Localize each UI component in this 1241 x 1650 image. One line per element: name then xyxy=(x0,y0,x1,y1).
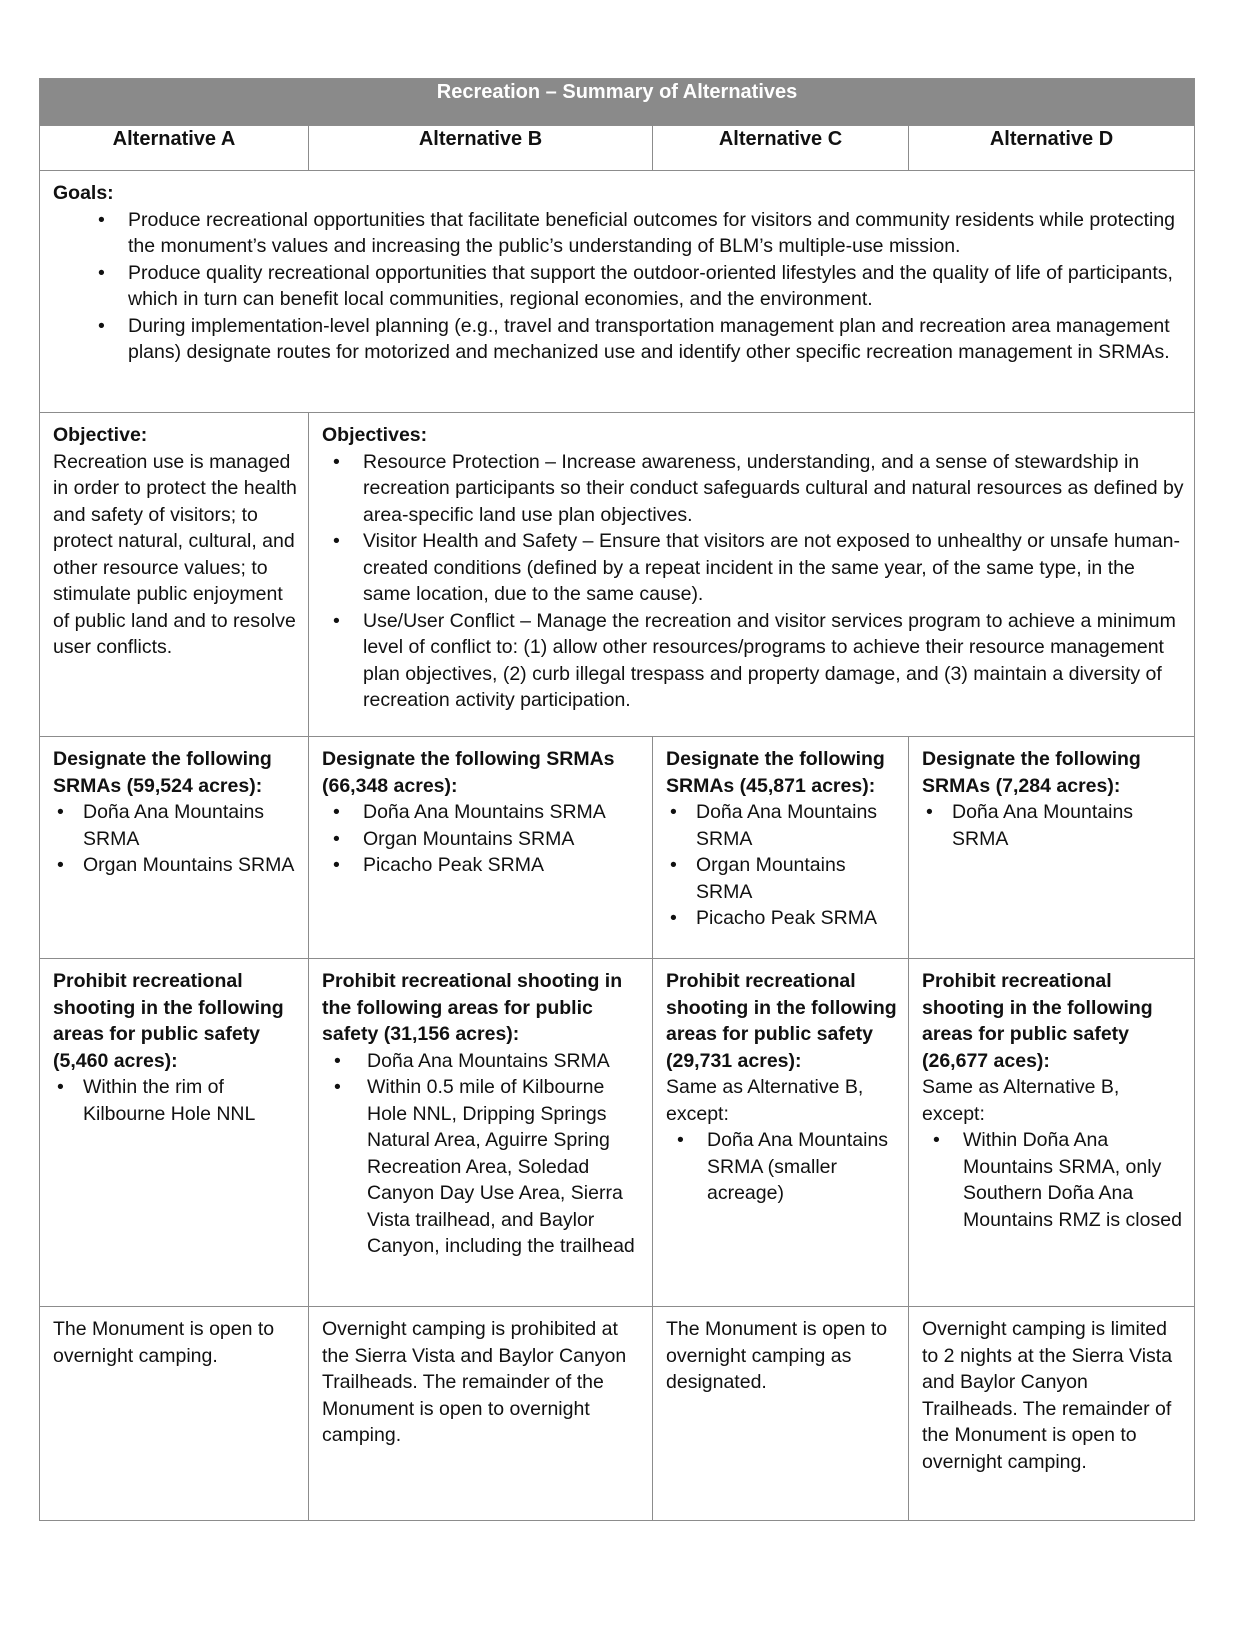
camping-b-cell: Overnight camping is prohibited at the Sierra Vista and Baylor Canyon Trailheads. The remainder of the Monument is open to overnight camping. xyxy=(309,1307,653,1521)
header-alternative-a: Alternative A xyxy=(40,126,309,171)
goals-label: Goals: xyxy=(53,182,114,204)
shooting-d-cell xyxy=(909,959,1195,1307)
objective-a-text: Recreation use is managed in order to protect the health and safety of visitors; to protect natural, cultural, and other resource values; to stimulate public enjoyment of public land and to resolve user conflicts. xyxy=(53,450,297,658)
shooting-a-cell xyxy=(40,959,309,1307)
table-title: Recreation – Summary of Alternatives xyxy=(40,79,1195,126)
shooting-b-cell xyxy=(309,959,653,1307)
list-item: • Picacho Peak SRMA xyxy=(363,852,642,879)
goals-cell xyxy=(40,171,1195,413)
srma-b-heading: Designate the following SRMAs (66,348 acres): xyxy=(322,748,615,797)
srma-a-cell xyxy=(40,737,309,959)
list-item: • Doña Ana Mountains SRMA xyxy=(952,799,1184,852)
shooting-b-heading: Prohibit recreational shooting in the following areas for public safety (31,156 acres): xyxy=(322,970,623,1045)
list-item: • Within the rim of Kilbourne Hole NNL xyxy=(83,1074,298,1127)
list-item: • Doña Ana Mountains SRMA (smaller acreage) xyxy=(707,1127,898,1207)
goal-item: • Produce quality recreational opportunities that support the outdoor-oriented lifestyles and the quality of life of participants, which in turn can benefit local communities, regional economies, and the environment. xyxy=(128,260,1184,313)
list-item: • Organ Mountains SRMA xyxy=(696,852,898,905)
list-item: • Organ Mountains SRMA xyxy=(363,826,642,853)
goal-item: • Produce recreational opportunities that facilitate beneficial outcomes for visitors and community residents while protecting the monument’s values and increasing the public’s understanding of BLM’s multiple-use mission. xyxy=(128,207,1184,260)
goals-list xyxy=(53,207,1184,366)
shooting-c-list xyxy=(666,1127,898,1207)
header-alternative-c: Alternative C xyxy=(653,126,909,171)
recreation-summary-table xyxy=(39,78,1195,1521)
srma-b-list xyxy=(322,799,642,879)
objectives-bcd-cell xyxy=(309,413,1195,737)
objective-item: • Visitor Health and Safety – Ensure that visitors are not exposed to unhealthy or unsafe human-created conditions (defined by a repeat incident in the same year, of the same type, in the same location, due to the same cause). xyxy=(363,528,1184,608)
objective-a-label: Objective: xyxy=(53,424,148,446)
shooting-d-heading: Prohibit recreational shooting in the following areas for public safety (26,677 aces): xyxy=(922,970,1153,1072)
objectives-list xyxy=(322,449,1184,714)
list-item: • Within 0.5 mile of Kilbourne Hole NNL, Dripping Springs Natural Area, Aguirre Spring Recreation Area, Soledad Canyon Day Use Area, Sierra Vista trailhead, and Baylor Canyon, including the trailhead xyxy=(367,1074,642,1260)
header-alternative-d: Alternative D xyxy=(909,126,1195,171)
srma-b-cell xyxy=(309,737,653,959)
list-item: • Doña Ana Mountains SRMA xyxy=(83,799,298,852)
objective-item: • Use/User Conflict – Manage the recreation and visitor services program to achieve a minimum level of conflict to: (1) allow other resources/programs to achieve their resource management plan objectives, (2) curb illegal trespass and property damage, and (3) maintain a diversity of recreation activity participation. xyxy=(363,608,1184,714)
srma-c-list xyxy=(666,799,898,932)
camping-d-cell: Overnight camping is limited to 2 nights at the Sierra Vista and Baylor Canyon Trailheads. The remainder of the Monument is open to overnight camping. xyxy=(909,1307,1195,1521)
header-alternative-b: Alternative B xyxy=(309,126,653,171)
list-item: • Organ Mountains SRMA xyxy=(83,852,298,879)
list-item: • Within Doña Ana Mountains SRMA, only Southern Doña Ana Mountains RMZ is closed xyxy=(963,1127,1184,1233)
list-item: • Doña Ana Mountains SRMA xyxy=(696,799,898,852)
objectives-bcd-label: Objectives: xyxy=(322,424,428,446)
goal-item: • During implementation-level planning (e.g., travel and transportation management plan and recreation area management plans) designate routes for motorized and mechanized use and identify other specific recreation management in SRMAs. xyxy=(128,313,1184,366)
srma-d-list xyxy=(922,799,1184,852)
camping-c-cell: The Monument is open to overnight camping as designated. xyxy=(653,1307,909,1521)
srma-d-cell xyxy=(909,737,1195,959)
shooting-c-cell xyxy=(653,959,909,1307)
shooting-b-list xyxy=(322,1048,642,1260)
srma-a-heading: Designate the following SRMAs (59,524 acres): xyxy=(53,748,272,797)
objective-a-cell xyxy=(40,413,309,737)
srma-c-heading: Designate the following SRMAs (45,871 acres): xyxy=(666,748,885,797)
camping-a-cell: The Monument is open to overnight camping. xyxy=(40,1307,309,1521)
shooting-a-list xyxy=(53,1074,298,1127)
shooting-a-heading: Prohibit recreational shooting in the following areas for public safety (5,460 acres): xyxy=(53,970,284,1072)
list-item: • Picacho Peak SRMA xyxy=(696,905,898,932)
list-item: • Doña Ana Mountains SRMA xyxy=(363,799,642,826)
list-item: • Doña Ana Mountains SRMA xyxy=(367,1048,642,1075)
shooting-c-heading: Prohibit recreational shooting in the following areas for public safety (29,731 acres): xyxy=(666,970,897,1072)
shooting-c-note: Same as Alternative B, except: xyxy=(666,1076,864,1125)
objective-item: • Resource Protection – Increase awareness, understanding, and a sense of stewardship in recreation participants so their conduct safeguards cultural and natural resources as defined by area-specific land use plan objectives. xyxy=(363,449,1184,529)
shooting-d-list xyxy=(922,1127,1184,1233)
srma-a-list xyxy=(53,799,298,879)
srma-c-cell xyxy=(653,737,909,959)
srma-d-heading: Designate the following SRMAs (7,284 acres): xyxy=(922,748,1141,797)
shooting-d-note: Same as Alternative B, except: xyxy=(922,1076,1120,1125)
